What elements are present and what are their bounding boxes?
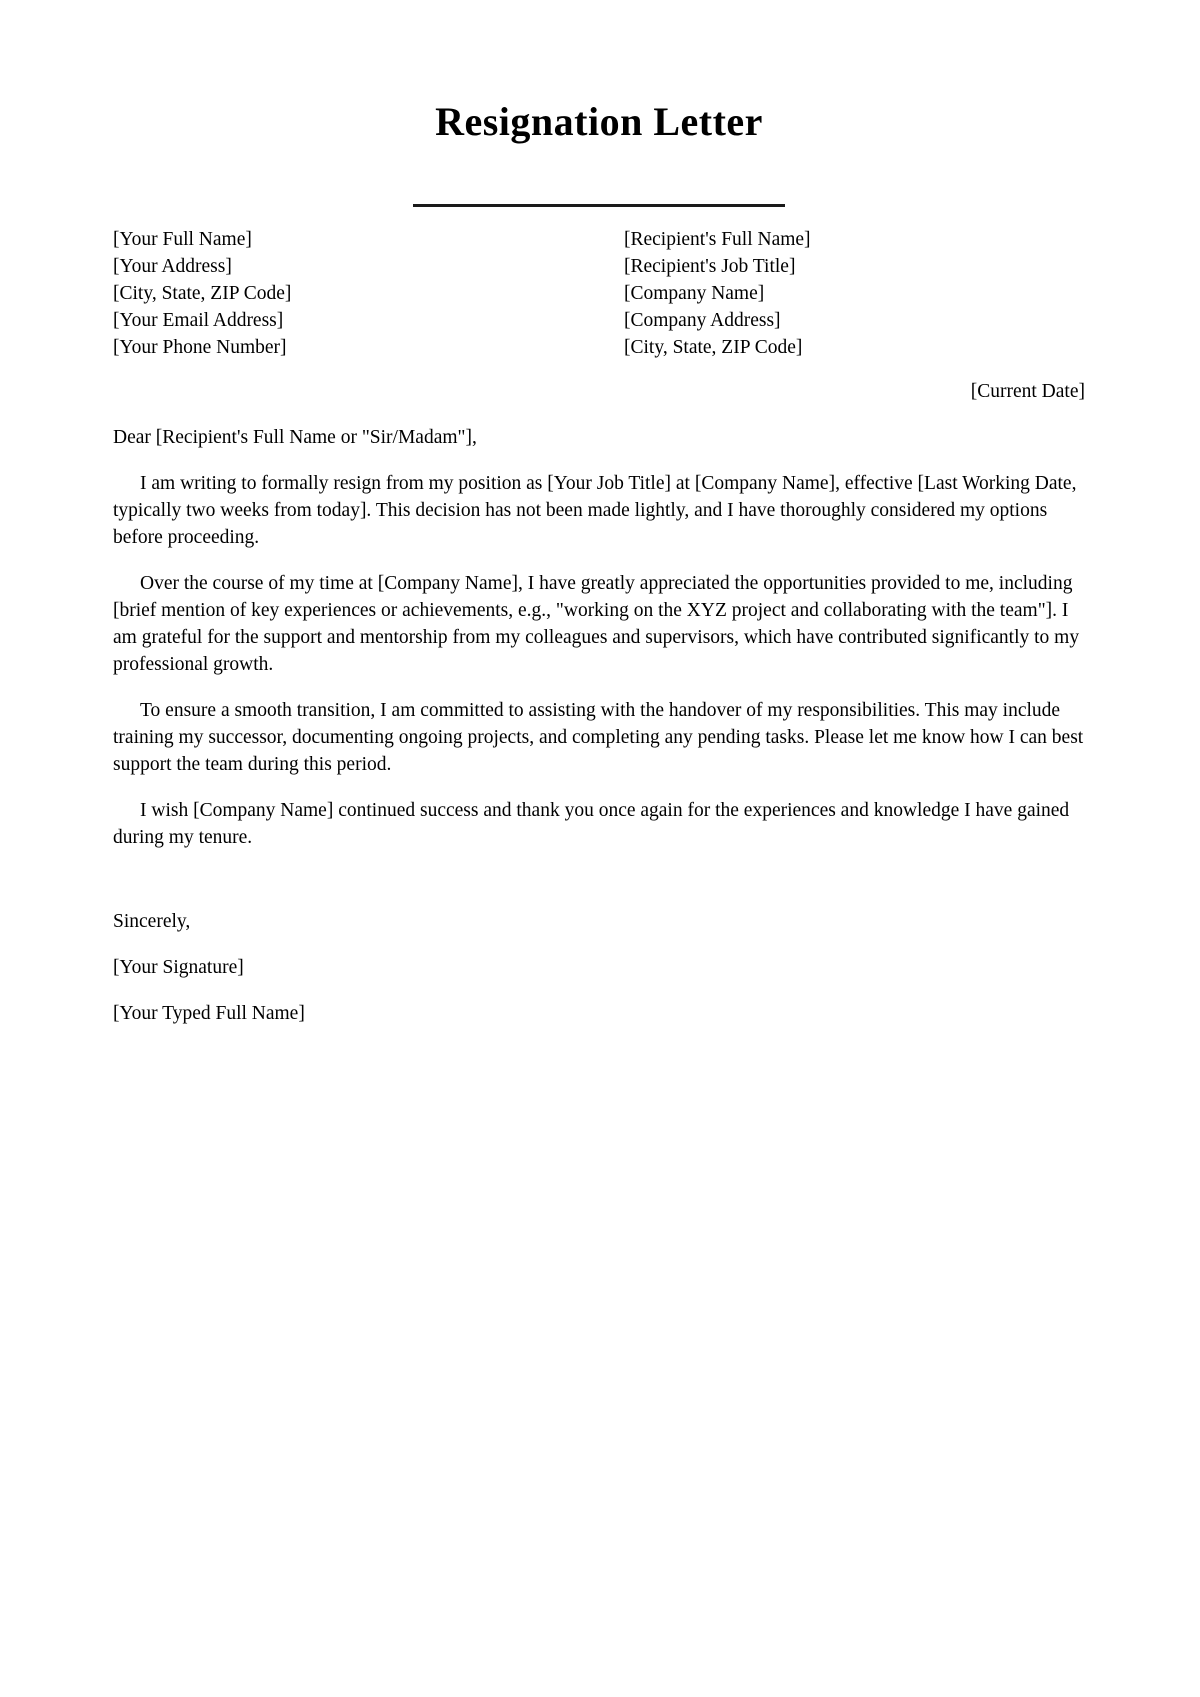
signature-placeholder: [Your Signature] — [113, 957, 244, 978]
recipient-title-line: [Recipient's Job Title] — [624, 256, 796, 277]
paragraph-well-wishes: I wish [Company Name] continued success and thank you once again for the experiences and knowledge I have gained during my tenure. — [113, 800, 1070, 848]
salutation: Dear [Recipient's Full Name or "Sir/Madam"], — [113, 427, 477, 448]
address-block — [113, 226, 1085, 361]
page-title: Resignation Letter — [435, 99, 763, 144]
sender-city-line: [City, State, ZIP Code] — [113, 283, 292, 304]
recipient-address-line: [Company Address] — [624, 310, 781, 331]
sender-address — [113, 226, 624, 361]
title-divider — [413, 204, 785, 207]
recipient-name-line: [Recipient's Full Name] — [624, 229, 811, 250]
recipient-city-line: [City, State, ZIP Code] — [624, 337, 803, 358]
recipient-address — [624, 226, 1085, 361]
closing: Sincerely, — [113, 911, 191, 932]
sender-phone-line: [Your Phone Number] — [113, 337, 287, 358]
current-date: [Current Date] — [970, 381, 1085, 402]
paragraph-gratitude: Over the course of my time at [Company Name], I have greatly appreciated the opportunities provided to me, including [brief mention of key experiences or achievements, e.g., "working on the XYZ project and collaborating with the team"]. I am grateful for the support and mentorship from my colleagues and supervisors, which have contributed significantly to my professional growth. — [113, 573, 1080, 675]
paragraph-resignation-statement: I am writing to formally resign from my position as [Your Job Title] at [Company Name], effective [Last Working Date, typically two weeks from today]. This decision has not been made lightly, and I have thoroughly considered my options before proceeding. — [113, 473, 1077, 548]
typed-name-placeholder: [Your Typed Full Name] — [113, 1003, 305, 1024]
sender-email-line: [Your Email Address] — [113, 310, 284, 331]
sender-address-line: [Your Address] — [113, 256, 232, 277]
sender-name-line: [Your Full Name] — [113, 229, 252, 250]
recipient-company-line: [Company Name] — [624, 283, 765, 304]
paragraph-transition: To ensure a smooth transition, I am committed to assisting with the handover of my responsibilities. This may include training my successor, documenting ongoing projects, and completing any pending tasks. Please let me know how I can best support the team during this period. — [113, 700, 1084, 775]
